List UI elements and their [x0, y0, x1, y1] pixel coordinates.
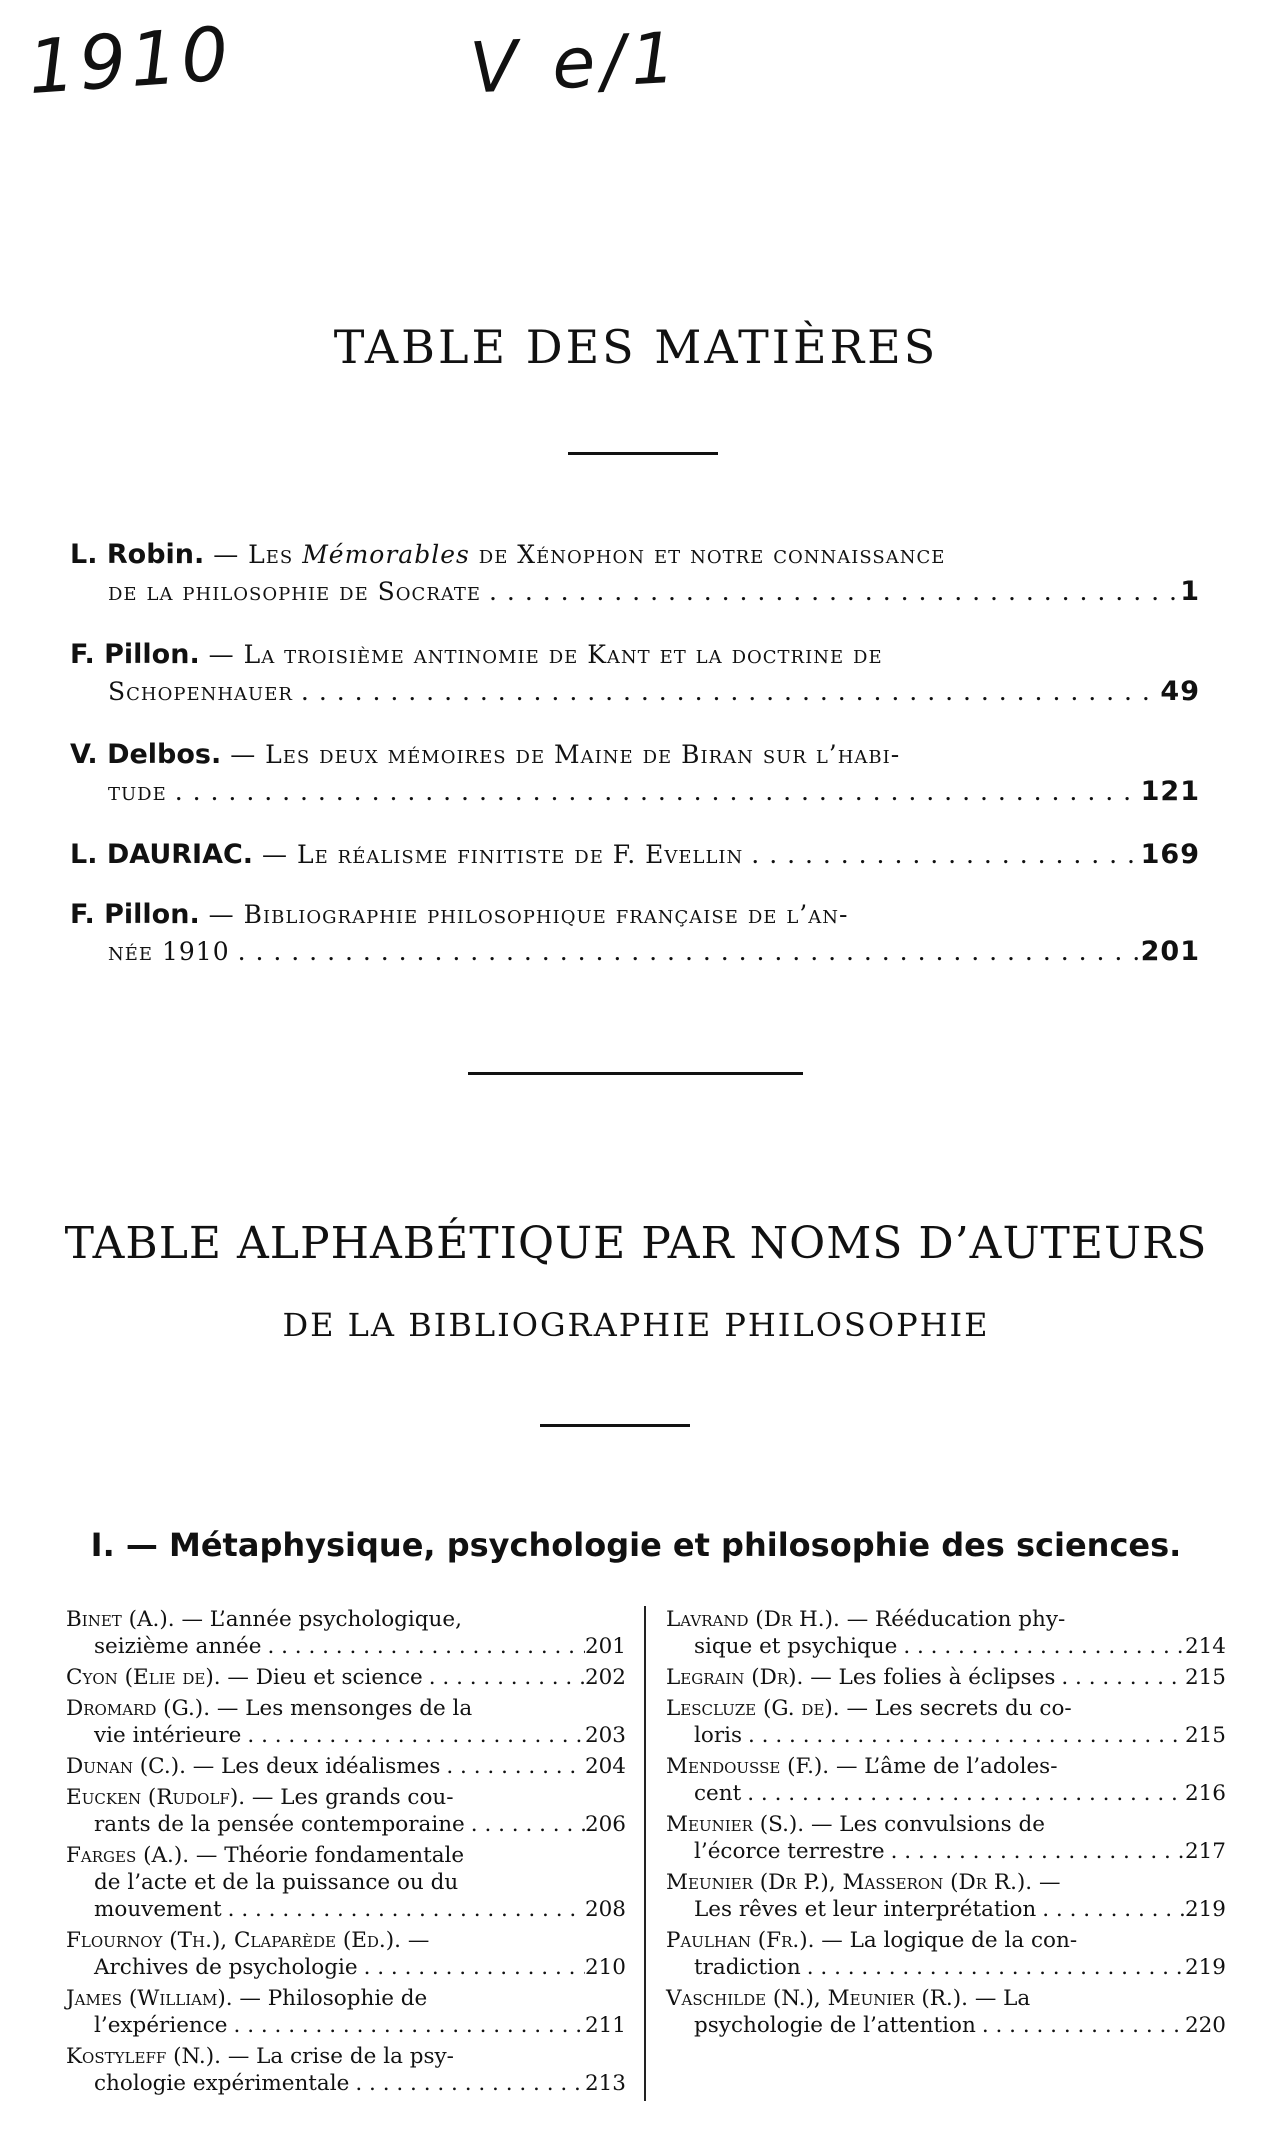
- index-title: — L’âme de l’adoles-: [829, 1754, 1058, 1779]
- index-author: Dromard (G.).: [66, 1696, 211, 1721]
- leader-dots: [440, 1753, 585, 1780]
- index-author: Legrain (Dr).: [666, 1665, 804, 1690]
- index-page-number: 211: [584, 2013, 626, 2038]
- index-title: — Les folies à éclipses: [803, 1665, 1056, 1690]
- index-author: Kostyleff (N.).: [66, 2044, 221, 2069]
- leader-dots: [293, 672, 1161, 712]
- index-title: — Rééducation phy-: [839, 1607, 1066, 1632]
- toc-title: — Les deux mémoires de Maine de Biran sur l’habi-: [230, 740, 901, 769]
- index-entry: [66, 1695, 626, 1749]
- index-entry: [666, 1695, 1226, 1749]
- leader-dots: [1036, 1896, 1185, 1923]
- toc-page-number: 49: [1160, 676, 1200, 707]
- index-entry: [66, 1842, 626, 1923]
- index-title-continuation: mouvement: [94, 1897, 222, 1922]
- index-page-number: 202: [584, 1665, 626, 1690]
- index-entry: [666, 1753, 1226, 1807]
- index-page-number: 219: [1184, 1955, 1226, 1980]
- index-title-continuation: sique et psychique: [694, 1634, 898, 1659]
- index-author: Vaschilde (N.), Meunier (R.).: [666, 1986, 968, 2011]
- index-entry: [66, 1606, 626, 1660]
- index-title-continuation: l’expérience: [94, 2013, 228, 2038]
- toc-title-continuation: Schopenhauer: [108, 677, 293, 706]
- index-entry: [66, 1753, 626, 1780]
- index-page-number: 220: [1184, 2013, 1226, 2038]
- toc-author: V. Delbos.: [70, 739, 222, 770]
- toc-title-italic: Mémorables: [302, 540, 470, 569]
- index-title-continuation: Les rêves et leur interprétation: [694, 1897, 1037, 1922]
- leader-dots: [230, 932, 1141, 972]
- leader-dots: [742, 1722, 1185, 1749]
- index-page-number: 217: [1184, 1839, 1226, 1864]
- index-subheading: DE LA BIBLIOGRAPHIE PHILOSOPHIE: [282, 1306, 990, 1344]
- index-column-left: [66, 1606, 646, 2101]
- index-title-continuation: chologie expérimentale: [94, 2071, 350, 2096]
- toc-entry: [70, 738, 1200, 812]
- toc-author: L. DAURIAC.: [70, 839, 254, 870]
- leader-dots: [743, 838, 1140, 872]
- index-entry: [666, 1664, 1226, 1691]
- index-title-continuation: vie intérieure: [94, 1723, 242, 1748]
- toc-heading-rule: [568, 452, 718, 455]
- index-author: Paulhan (Fr.).: [666, 1928, 815, 1953]
- index-page-number: 203: [584, 1723, 626, 1748]
- index-entry: [666, 1606, 1226, 1660]
- leader-dots: [349, 2070, 585, 2097]
- index-title: — Les mensonges de la: [210, 1696, 473, 1721]
- toc-title-continuation: tude: [108, 777, 167, 806]
- leader-dots: [222, 1896, 585, 1923]
- toc-title: — Le réalisme finitiste de F. Evellin: [262, 840, 744, 869]
- toc-page-number: 201: [1140, 936, 1200, 967]
- index-entry: [66, 1985, 626, 2039]
- index-entry: [666, 1811, 1226, 1865]
- leader-dots: [801, 1954, 1185, 1981]
- index-title-continuation: l’écorce terrestre: [694, 1839, 885, 1864]
- toc-entry: [70, 898, 1200, 972]
- index-author: Meunier (Dr P.), Masseron (Dr R.).: [666, 1870, 1033, 1895]
- index-author: James (William).: [66, 1986, 233, 2011]
- leader-dots: [423, 1664, 585, 1691]
- index-entry: [666, 1869, 1226, 1923]
- index-page-number: 201: [584, 1634, 626, 1659]
- section-divider: [468, 1072, 803, 1075]
- index-title: — Dieu et science: [220, 1665, 423, 1690]
- index-page-number: 204: [584, 1754, 626, 1779]
- index-page-number: 215: [1184, 1665, 1226, 1690]
- index-title-continuation: de l’acte et de la puissance ou du: [94, 1870, 459, 1895]
- table-of-contents: [70, 538, 1200, 998]
- index-author: Binet (A.).: [66, 1607, 175, 1632]
- index-title: — La crise de la psy-: [220, 2044, 454, 2069]
- section-title: I. — Métaphysique, psychologie et philosophie des sciences.: [90, 1526, 1182, 1564]
- toc-title: — Bibliographie philosophique française de l’an-: [208, 900, 849, 929]
- index-title-continuation: loris: [694, 1723, 743, 1748]
- index-author: Flournoy (Th.), Claparède (Ed.).: [66, 1928, 401, 1953]
- index-heading-rule: [540, 1424, 690, 1427]
- leader-dots: [228, 2012, 585, 2039]
- toc-author: L. Robin.: [70, 539, 205, 570]
- toc-entry: [70, 638, 1200, 712]
- toc-author: F. Pillon.: [70, 639, 200, 670]
- index-author: Lavrand (Dr H.).: [666, 1607, 840, 1632]
- toc-page-number: 169: [1140, 839, 1200, 870]
- index-entry: [666, 1927, 1226, 1981]
- index-page-number: 215: [1184, 1723, 1226, 1748]
- index-page-number: 219: [1184, 1897, 1226, 1922]
- index-page-number: 208: [584, 1897, 626, 1922]
- index-title-continuation: tradiction: [694, 1955, 801, 1980]
- index-title: —: [1032, 1870, 1061, 1895]
- index-title-continuation: rants de la pensée contemporaine: [94, 1812, 465, 1837]
- index-heading: TABLE ALPHABÉTIQUE PAR NOMS D’AUTEURS: [64, 1218, 1208, 1269]
- index-title-continuation: cent: [694, 1781, 742, 1806]
- leader-dots: [358, 1954, 585, 1981]
- index-entry: [66, 1784, 626, 1838]
- index-title: — La logique de la con-: [814, 1928, 1078, 1953]
- index-author: Cyon (Elie de).: [66, 1665, 221, 1690]
- index-author: Mendousse (F.).: [666, 1754, 830, 1779]
- leader-dots: [465, 1811, 585, 1838]
- index-title: — Les grands cou-: [245, 1785, 454, 1810]
- index-title: — Théorie fondamentale: [189, 1843, 465, 1868]
- index-title: — L’année psychologique,: [174, 1607, 462, 1632]
- index-author: Eucken (Rudolf).: [66, 1785, 246, 1810]
- leader-dots: [481, 572, 1180, 612]
- leader-dots: [1055, 1664, 1185, 1691]
- leader-dots: [741, 1780, 1185, 1807]
- index-column-right: [646, 1606, 1226, 2101]
- leader-dots: [897, 1633, 1185, 1660]
- handwritten-volume: V e/1: [467, 16, 684, 110]
- index-title-continuation: psychologie de l’attention: [694, 2013, 976, 2038]
- handwritten-year: 1910: [25, 10, 236, 112]
- index-title: — Les secrets du co-: [839, 1696, 1072, 1721]
- index-entry: [66, 1927, 626, 1981]
- index-author: Lescluze (G. de).: [666, 1696, 840, 1721]
- leader-dots: [241, 1722, 585, 1749]
- index-entry: [666, 1985, 1226, 2039]
- index-page-number: 214: [1184, 1634, 1226, 1659]
- toc-entry: [70, 538, 1200, 612]
- index-title: —: [400, 1928, 430, 1953]
- index-author: Dunan (C.).: [66, 1754, 186, 1779]
- leader-dots: [976, 2012, 1185, 2039]
- toc-title: — La troisième antinomie de Kant et la doctrine de: [208, 640, 883, 669]
- leader-dots: [885, 1838, 1185, 1865]
- leader-dots: [167, 772, 1141, 812]
- toc-author: F. Pillon.: [70, 899, 200, 930]
- index-title: — Philosophie de: [232, 1986, 428, 2011]
- index-entry: [66, 2043, 626, 2097]
- toc-title: — Les: [213, 540, 303, 569]
- index-author: Farges (A.).: [66, 1843, 190, 1868]
- toc-title-continuation: née 1910: [108, 937, 230, 966]
- toc-page-number: 121: [1140, 776, 1200, 807]
- index-page-number: 210: [584, 1955, 626, 1980]
- index-entry: [66, 1664, 626, 1691]
- toc-page-number: 1: [1180, 576, 1200, 607]
- index-title: — Les deux idéalismes: [185, 1754, 441, 1779]
- author-index-columns: [66, 1606, 1226, 2101]
- toc-title-continuation: de la philosophie de Socrate: [108, 577, 482, 606]
- index-author: Meunier (S.).: [666, 1812, 805, 1837]
- index-page-number: 216: [1184, 1781, 1226, 1806]
- toc-entry: [70, 838, 1200, 872]
- index-page-number: 206: [584, 1812, 626, 1837]
- index-page-number: 213: [584, 2071, 626, 2096]
- index-title-continuation: seizième année: [94, 1634, 262, 1659]
- leader-dots: [261, 1633, 584, 1660]
- index-title-continuation: Archives de psychologie: [94, 1955, 358, 1980]
- index-title: — Les convulsions de: [804, 1812, 1045, 1837]
- toc-heading: TABLE DES MATIÈRES: [333, 320, 939, 374]
- toc-title: de Xénophon et notre connaissance: [469, 540, 946, 569]
- index-title: — La: [967, 1986, 1031, 2011]
